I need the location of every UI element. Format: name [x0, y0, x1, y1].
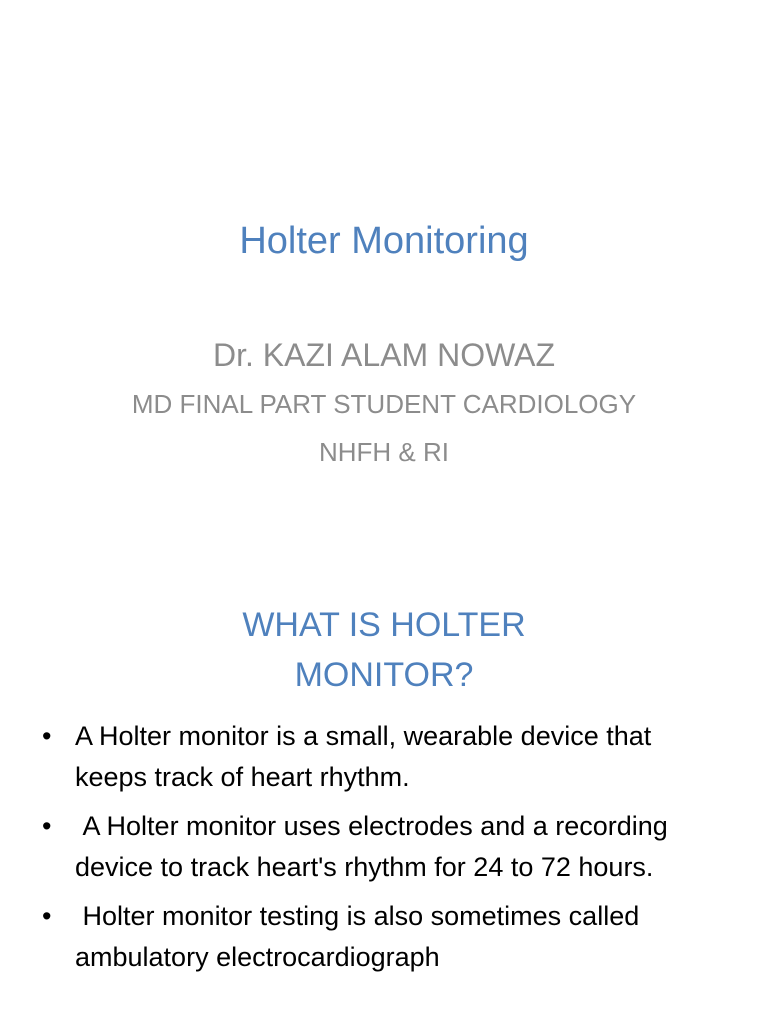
bullet-item [42, 806, 722, 888]
bullet-marker: • [42, 811, 52, 841]
section-heading [0, 600, 768, 700]
author-organization: NHFH & RI [319, 437, 449, 467]
bullet-item [42, 896, 722, 978]
bullet-marker: • [42, 901, 52, 931]
bullet-marker: • [42, 721, 52, 751]
bullet-text: Holter monitor testing is also sometimes called ambulatory electrocardiograph [75, 901, 647, 972]
bullet-text: A Holter monitor is a small, wearable device that keeps track of heart rhythm. [75, 721, 659, 792]
author-role: MD FINAL PART STUDENT CARDIOLOGY [131, 389, 637, 419]
bullet-item [42, 716, 722, 798]
slide-title: Holter Monitoring [239, 220, 529, 262]
bullet-text: A Holter monitor uses electrodes and a recording device to track heart's rhythm for 24 to 72 hours. [75, 811, 676, 882]
section-heading-line-2: MONITOR? [294, 656, 474, 694]
section-heading-line-1: WHAT IS HOLTER [242, 606, 526, 644]
author-name: Dr. KAZI ALAM NOWAZ [213, 337, 555, 373]
bullet-list [42, 716, 722, 986]
